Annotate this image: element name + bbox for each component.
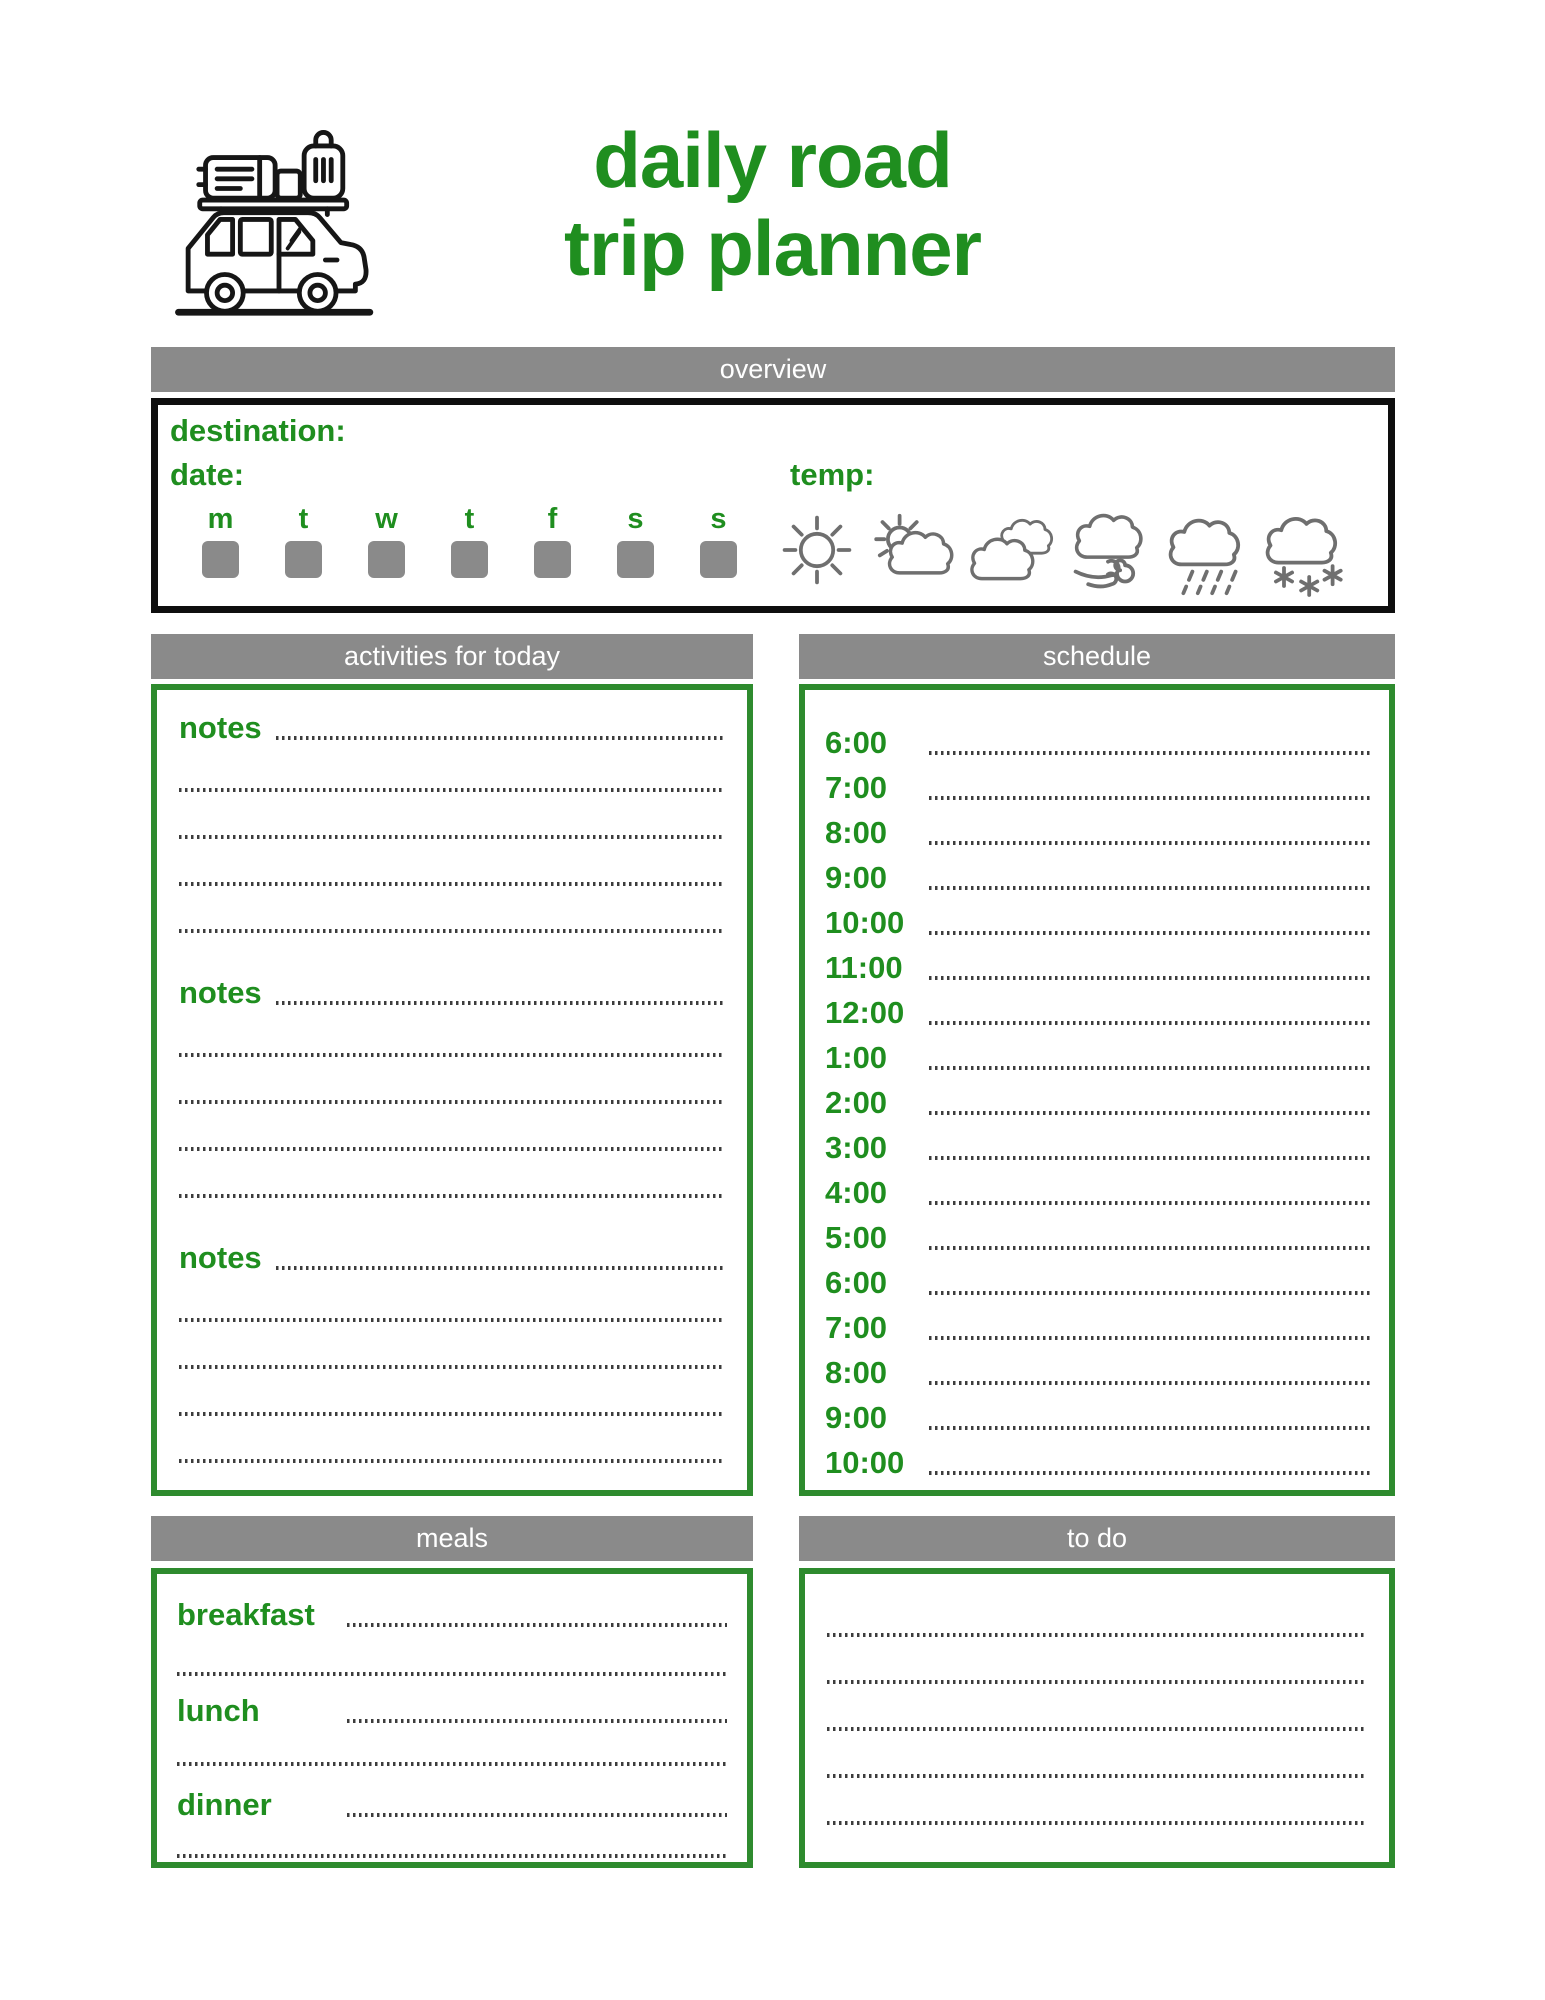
dotted-line	[929, 796, 1371, 800]
schedule-time: 3:00	[825, 1130, 888, 1165]
dotted-line	[179, 1100, 725, 1104]
dotted-line	[179, 1365, 725, 1369]
weekday-letter: f	[547, 503, 558, 535]
dotted-line	[929, 1021, 1371, 1025]
dotted-line	[347, 1623, 727, 1627]
rainy-icon	[1160, 503, 1250, 597]
dotted-line	[929, 931, 1371, 935]
windy-icon	[1063, 503, 1153, 597]
dotted-line	[179, 929, 725, 933]
schedule-row	[825, 761, 1371, 806]
schedule-time: 4:00	[825, 1175, 888, 1210]
dotted-line	[929, 1381, 1371, 1385]
dotted-line	[276, 1266, 725, 1270]
temp-label: temp:	[790, 457, 875, 492]
schedule-row	[825, 1031, 1371, 1076]
day-checkbox[interactable]	[202, 541, 239, 578]
title-line-1: daily road	[593, 116, 952, 204]
snowy-icon	[1257, 503, 1347, 597]
dotted-line	[929, 841, 1371, 845]
partly-cloudy-icon	[869, 503, 959, 597]
weekday-letter: w	[375, 503, 398, 535]
activities-section-label: activities for today	[343, 641, 561, 671]
schedule-row	[825, 1391, 1371, 1436]
schedule-section-header	[799, 634, 1395, 679]
overview-section-label: overview	[719, 354, 827, 384]
schedule-row	[825, 1301, 1371, 1346]
destination-label: destination:	[170, 413, 346, 448]
dotted-line	[177, 1854, 727, 1858]
dotted-line	[827, 1727, 1367, 1731]
notes-label: notes	[179, 1240, 262, 1275]
schedule-row	[825, 1256, 1371, 1301]
schedule-time: 8:00	[825, 1355, 888, 1390]
overview-box	[151, 398, 1395, 613]
weather-row	[772, 503, 1347, 597]
dotted-line	[179, 1053, 725, 1057]
day-checkbox[interactable]	[534, 541, 571, 578]
overview-section-header	[151, 347, 1395, 392]
dotted-line	[929, 751, 1371, 755]
title-line-2: trip planner	[563, 204, 982, 292]
dotted-line	[929, 1246, 1371, 1250]
schedule-row	[825, 1166, 1371, 1211]
dotted-line	[179, 1147, 725, 1151]
meals-box	[151, 1568, 753, 1868]
schedule-time: 10:00	[825, 1445, 905, 1480]
schedule-row	[825, 1436, 1371, 1481]
schedule-row	[825, 1211, 1371, 1256]
weekday-letter: s	[627, 503, 644, 535]
dotted-line	[179, 835, 725, 839]
weekday-friday	[534, 504, 571, 578]
day-checkbox[interactable]	[700, 541, 737, 578]
todo-section-header	[799, 1516, 1395, 1561]
dotted-line	[827, 1633, 1367, 1637]
schedule-time: 2:00	[825, 1085, 888, 1120]
weekday-sunday	[700, 504, 737, 578]
weekday-letter: t	[298, 503, 309, 535]
schedule-time: 6:00	[825, 725, 888, 760]
activities-box	[151, 684, 753, 1496]
weekday-thursday	[451, 504, 488, 578]
schedule-time: 7:00	[825, 770, 888, 805]
weekday-letter: s	[710, 503, 727, 535]
dotted-line	[179, 788, 725, 792]
weekday-row	[202, 504, 737, 578]
schedule-section-label: schedule	[1042, 641, 1152, 671]
meal-row-lunch	[177, 1690, 727, 1728]
meals-section-label: meals	[415, 1523, 489, 1553]
dotted-line	[929, 886, 1371, 890]
page-title	[0, 116, 1545, 292]
schedule-time: 10:00	[825, 905, 905, 940]
cloudy-icon	[966, 503, 1056, 597]
weekday-wednesday	[368, 504, 405, 578]
dotted-line	[827, 1774, 1367, 1778]
dotted-line	[929, 1201, 1371, 1205]
dotted-line	[179, 882, 725, 886]
lunch-label: lunch	[177, 1693, 260, 1728]
todo-section-label: to do	[1066, 1523, 1128, 1553]
activities-section-header	[151, 634, 753, 679]
schedule-row	[825, 851, 1371, 896]
schedule-time: 8:00	[825, 815, 888, 850]
dotted-line	[347, 1813, 727, 1817]
date-label: date:	[170, 457, 245, 492]
notes-group-3	[179, 1238, 725, 1463]
dotted-line	[929, 1336, 1371, 1340]
dotted-line	[179, 1318, 725, 1322]
dotted-line	[179, 1459, 725, 1463]
dotted-line	[177, 1672, 727, 1676]
dotted-line	[929, 1111, 1371, 1115]
notes-group-1	[179, 708, 725, 933]
dotted-line	[177, 1762, 727, 1766]
notes-group-2	[179, 973, 725, 1198]
day-checkbox[interactable]	[368, 541, 405, 578]
dotted-line	[276, 1001, 725, 1005]
schedule-row	[825, 896, 1371, 941]
schedule-time: 7:00	[825, 1310, 888, 1345]
schedule-row	[825, 716, 1371, 761]
dotted-line	[929, 1156, 1371, 1160]
schedule-row	[825, 1121, 1371, 1166]
schedule-row	[825, 941, 1371, 986]
day-checkbox[interactable]	[617, 541, 654, 578]
day-checkbox[interactable]	[285, 541, 322, 578]
dotted-line	[347, 1719, 727, 1723]
breakfast-label: breakfast	[177, 1597, 315, 1632]
weekday-saturday	[617, 504, 654, 578]
sunny-icon	[772, 503, 862, 597]
schedule-time: 9:00	[825, 860, 888, 895]
meal-row-breakfast	[177, 1594, 727, 1632]
dotted-line	[827, 1680, 1367, 1684]
todo-box	[799, 1568, 1395, 1868]
weekday-monday	[202, 504, 239, 578]
schedule-time: 1:00	[825, 1040, 888, 1075]
dotted-line	[179, 1194, 725, 1198]
meals-section-header	[151, 1516, 753, 1561]
schedule-time: 9:00	[825, 1400, 888, 1435]
schedule-time: 11:00	[825, 950, 903, 985]
schedule-row	[825, 1076, 1371, 1121]
schedule-row	[825, 1346, 1371, 1391]
dotted-line	[929, 1066, 1371, 1070]
weekday-letter: t	[464, 503, 475, 535]
dotted-line	[929, 1471, 1371, 1475]
weekday-tuesday	[285, 504, 322, 578]
day-checkbox[interactable]	[451, 541, 488, 578]
notes-label: notes	[179, 710, 262, 745]
dotted-line	[929, 976, 1371, 980]
dotted-line	[179, 1412, 725, 1416]
schedule-box	[799, 684, 1395, 1496]
dinner-label: dinner	[177, 1787, 272, 1822]
dotted-line	[929, 1426, 1371, 1430]
dotted-line	[929, 1291, 1371, 1295]
dotted-line	[276, 736, 725, 740]
weekday-letter: m	[207, 503, 234, 535]
notes-label: notes	[179, 975, 262, 1010]
schedule-row	[825, 986, 1371, 1031]
schedule-time: 6:00	[825, 1265, 888, 1300]
meal-row-dinner	[177, 1784, 727, 1822]
schedule-time: 5:00	[825, 1220, 888, 1255]
dotted-line	[827, 1821, 1367, 1825]
schedule-time: 12:00	[825, 995, 905, 1030]
schedule-row	[825, 806, 1371, 851]
